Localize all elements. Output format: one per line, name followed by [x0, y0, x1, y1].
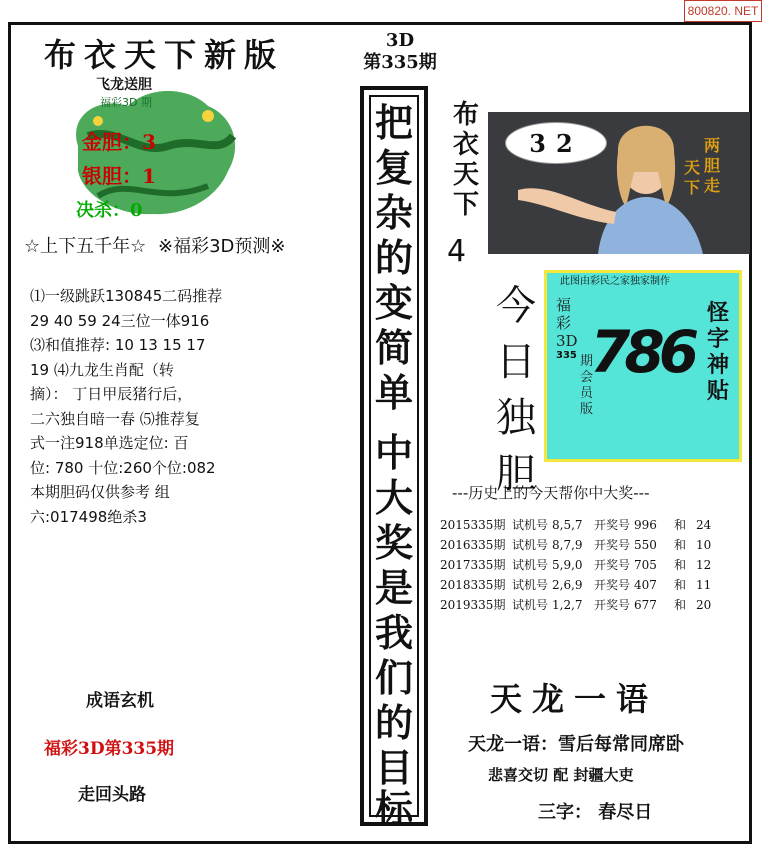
history-cell-trial: 2,6,9: [552, 577, 583, 592]
slogan-char: 我: [374, 610, 413, 655]
right-title-char: 衣: [452, 130, 479, 160]
prediction-line: 六:017498绝杀3: [30, 507, 147, 526]
history-cell-period: 2018335期: [440, 578, 506, 592]
history-cell-tlabel: 试机号: [512, 558, 549, 572]
history-cell-sum: 12: [696, 557, 712, 572]
issue-line-2: 第335期: [363, 52, 437, 73]
today-char: 今: [496, 283, 536, 329]
slogan-char: 把: [374, 100, 413, 145]
history-cell-tlabel: 试机号: [512, 538, 549, 552]
prediction-line: 19 ⑷九龙生肖配（转: [30, 360, 174, 379]
prediction-line: 本期胆码仅供参考 组: [30, 483, 170, 501]
slogan-char: 是: [374, 565, 413, 610]
history-table-body: [440, 516, 720, 616]
history-cell-dlabel: 开奖号: [594, 558, 631, 572]
card-big-number: 786: [590, 318, 694, 386]
idiom-answer: 走回头路: [78, 785, 146, 805]
tianlong-line-3: 三字： 春尽日: [538, 802, 653, 823]
history-row: [440, 516, 720, 536]
card-issue: 335: [556, 350, 577, 361]
tianlong-line-1: 天龙一语：雪后每常同席卧: [468, 734, 684, 755]
history-cell-dlabel: 开奖号: [594, 518, 631, 532]
history-cell-draw: 996: [634, 517, 657, 532]
issue-line-1: 3D: [385, 30, 415, 51]
history-cell-trial: 8,7,9: [552, 537, 583, 552]
history-cell-draw: 550: [634, 537, 657, 552]
idiom-issue: 福彩3D第335期: [44, 739, 175, 759]
today-pick-label: [494, 278, 538, 502]
card-top-text: 此图由彩民之家独家制作: [560, 276, 670, 287]
history-cell-period: 2015335期: [440, 518, 506, 532]
right-title-char: 天: [452, 160, 479, 190]
slogan-char: 目: [374, 745, 413, 790]
history-cell-dlabel: 开奖号: [594, 538, 631, 552]
history-cell-sum: 11: [696, 577, 712, 592]
slogan-char: 单: [374, 370, 413, 415]
left-title: 布衣天下新版: [44, 36, 285, 74]
history-cell-period: 2016335期: [440, 538, 506, 552]
history-cell-period: 2019335期: [440, 598, 506, 612]
history-cell-dlabel: 开奖号: [594, 578, 631, 592]
slogan-char: 的: [374, 700, 413, 745]
history-cell-sum: 10: [696, 537, 712, 552]
prediction-line: 二六独自暗一春 ⑸推荐复: [30, 409, 200, 428]
history-cell-slabel: 和: [674, 578, 687, 592]
history-cell-tlabel: 试机号: [512, 518, 549, 532]
slogan-char: 中: [374, 430, 413, 475]
card-right-label: 怪字神贴: [706, 300, 729, 404]
site-watermark: 800820. NET: [684, 0, 762, 22]
history-cell-draw: 705: [634, 557, 657, 572]
slogan-char: 奖: [374, 520, 413, 565]
card-fucai: 福彩3D: [556, 296, 578, 350]
history-row: [440, 536, 720, 556]
history-row: [440, 576, 720, 596]
banner-left: ☆上下五千年☆: [24, 236, 147, 257]
silver-pick: 银胆：1: [82, 164, 156, 188]
history-cell-draw: 407: [634, 577, 657, 592]
photo-side-text-2: 天下: [684, 158, 701, 197]
history-cell-trial: 1,2,7: [552, 597, 583, 612]
history-cell-trial: 5,9,0: [552, 557, 583, 572]
today-char: 胆: [496, 451, 536, 497]
history-row: [440, 556, 720, 576]
prediction-line: 式一注918单选定位: 百: [30, 434, 189, 452]
photo-side-text: 两胆走: [704, 136, 721, 195]
history-cell-sum: 20: [696, 597, 712, 612]
kill-number: 决杀：0: [76, 200, 143, 221]
banner-right: ※福彩3D预测※: [158, 236, 286, 257]
dragon-subcaption: 福彩3D 期: [100, 96, 152, 109]
prediction-line: ⑴一级跳跃130845二码推荐: [30, 287, 223, 305]
prediction-line: 位: 780 十位:260个位:082: [30, 458, 216, 477]
right-title: [450, 100, 482, 220]
right-title-char: 布: [452, 100, 479, 130]
dragon-caption: 飞龙送胆: [96, 77, 152, 93]
history-title: ---历史上的今天帮你中大奖---: [452, 484, 650, 502]
history-table: [440, 516, 720, 616]
history-cell-tlabel: 试机号: [512, 578, 549, 592]
history-cell-dlabel: 开奖号: [594, 598, 631, 612]
slogan-char: 变: [374, 280, 413, 325]
history-cell-slabel: 和: [674, 518, 687, 532]
prediction-line: ⑶和值推荐: 10 13 15 17: [30, 336, 206, 354]
gold-pick: 金胆：3: [82, 130, 156, 154]
tianlong-line-2: 悲喜交切 配 封疆大吏: [488, 766, 634, 784]
history-cell-period: 2017335期: [440, 558, 506, 572]
today-char: 独: [496, 395, 536, 441]
issue-label: [362, 30, 438, 74]
slogan-char: 复: [374, 145, 413, 190]
history-cell-slabel: 和: [674, 598, 687, 612]
card-member: 期会员版: [580, 354, 594, 417]
section-number: 4: [447, 234, 467, 269]
slogan-char: 的: [374, 235, 413, 280]
prediction-text: [30, 284, 330, 529]
history-cell-trial: 8,5,7: [552, 517, 583, 532]
prediction-line: 29 40 59 24三位一体916: [30, 311, 210, 330]
slogan-char: 大: [374, 475, 413, 520]
idiom-title: 成语玄机: [86, 691, 154, 711]
slogan-char: 简: [374, 325, 413, 370]
thought-bubble: 32: [505, 122, 607, 164]
history-cell-slabel: 和: [674, 538, 687, 552]
vertical-slogan-inner: [369, 95, 419, 831]
history-cell-slabel: 和: [674, 558, 687, 572]
history-cell-draw: 677: [634, 597, 657, 612]
slogan-char: 杂: [374, 190, 413, 235]
today-char: 日: [496, 339, 536, 385]
history-cell-sum: 24: [696, 517, 712, 532]
slogan-char: 们: [374, 655, 413, 700]
history-cell-tlabel: 试机号: [512, 598, 549, 612]
slogan-char: 标: [374, 786, 413, 831]
history-row: [440, 596, 720, 616]
prediction-line: 摘）： 丁日甲辰猪行后，: [30, 385, 193, 403]
tianlong-title: 天龙一语: [490, 680, 659, 718]
vertical-slogan-box: [360, 86, 428, 831]
right-title-char: 下: [452, 190, 479, 220]
